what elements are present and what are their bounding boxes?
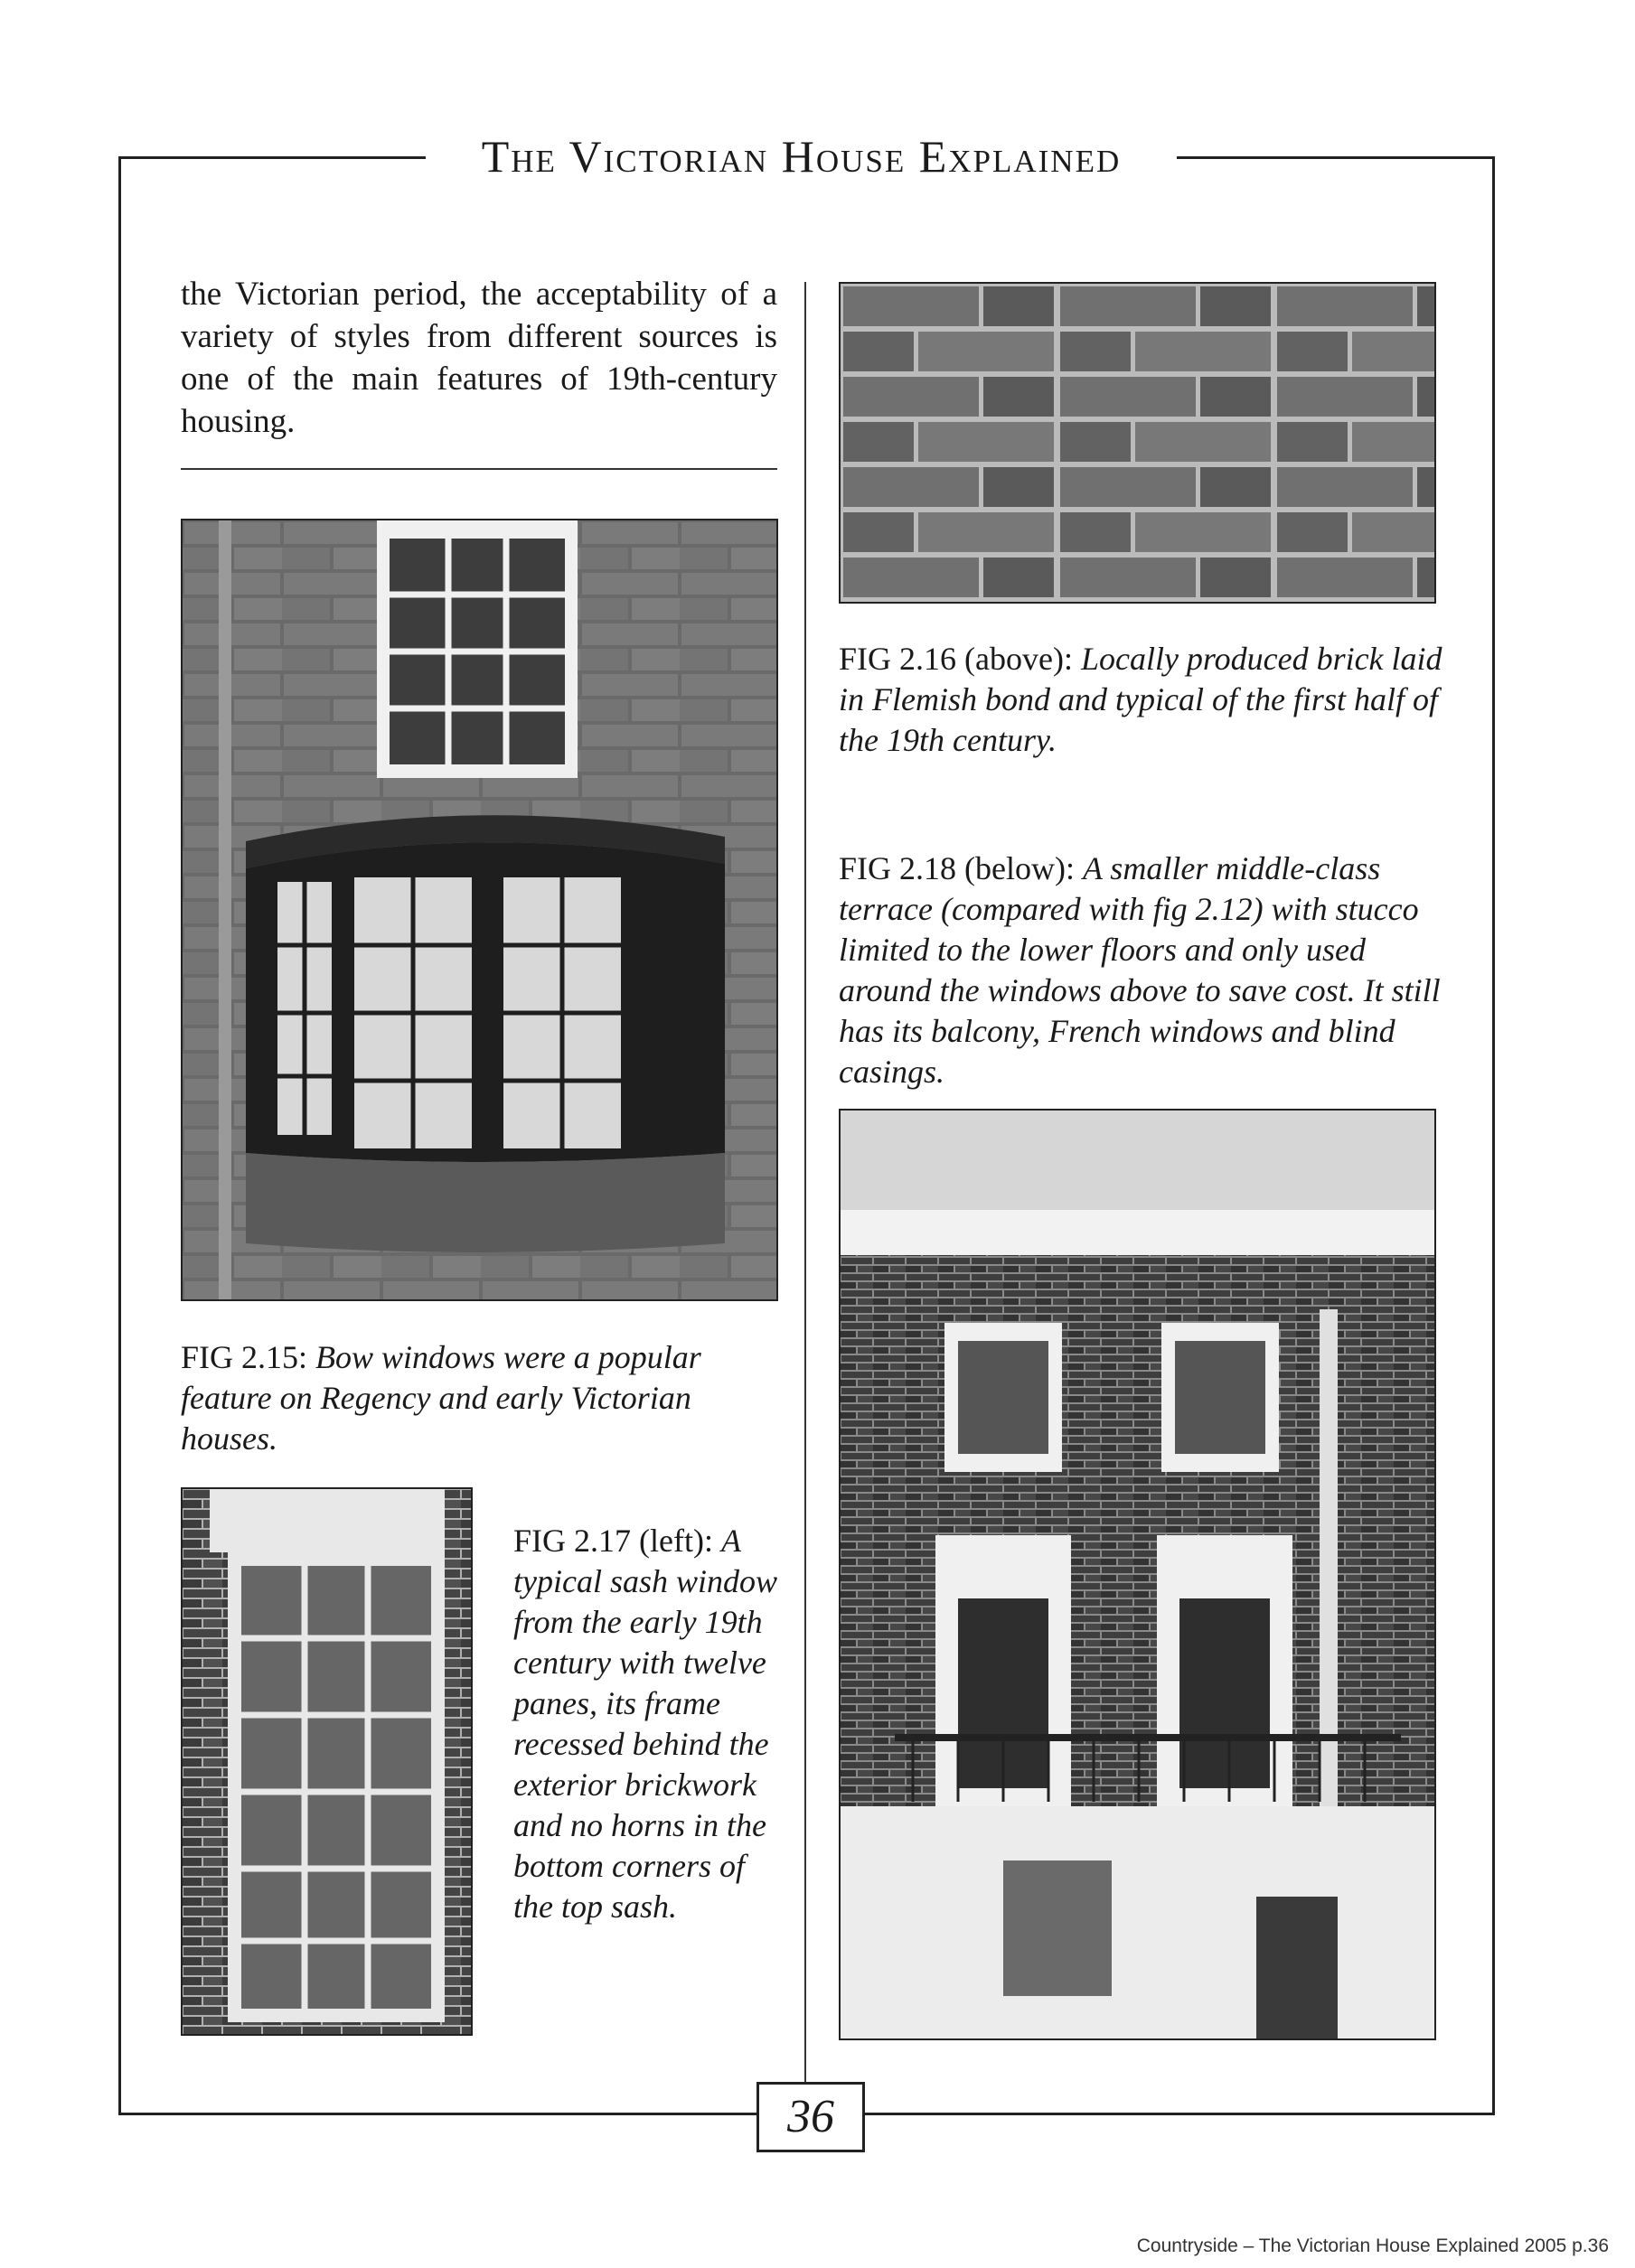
footer-credit: Countryside – The Victorian House Explained 2005 p.36 — [1136, 2235, 1609, 2256]
page-number: 36 — [756, 2082, 865, 2152]
fig-2-16-text: Locally produced brick laid in Flemish bond and typical of the first half of the 19th century. — [839, 641, 1442, 758]
fig-2-18-photo — [839, 1109, 1436, 2040]
sash-window-image — [183, 1489, 471, 2034]
intro-paragraph: the Victorian period, the acceptability of a variety of styles from different sources is one of the main features of 19th-century housing. — [181, 276, 777, 440]
fig-2-17-photo — [181, 1487, 473, 2036]
fig-2-17-text: A typical sash window from the early 19th century with twelve panes, its frame recessed behind the exterior brickwork and no horns in the bottom corners of the top sash. — [513, 1523, 778, 1925]
frame-left-rule — [118, 156, 121, 2115]
frame-right-rule — [1492, 156, 1495, 2115]
fig-2-15-caption — [181, 1337, 786, 1459]
running-title: The Victorian House Explained — [481, 131, 1122, 182]
frame-top-left-rule — [118, 156, 426, 159]
frame-bottom-left-rule — [118, 2113, 756, 2115]
fig-2-18-label: FIG 2.18 (below): — [839, 850, 1075, 886]
column-rule — [804, 282, 806, 2089]
fig-2-17-label: FIG 2.17 (left): — [513, 1523, 713, 1559]
frame-top-right-rule — [1177, 156, 1495, 159]
fig-2-15-photo — [181, 519, 778, 1301]
fig-2-16-caption — [839, 639, 1453, 761]
fig-2-15-label: FIG 2.15: — [181, 1339, 308, 1375]
fig-2-16-label: FIG 2.16 (above): — [839, 641, 1073, 677]
intro-divider — [181, 468, 777, 470]
fig-2-18-caption — [839, 848, 1453, 1092]
terrace-house-image — [841, 1111, 1434, 2038]
frame-bottom-right-rule — [863, 2113, 1495, 2115]
fig-2-18-text: A smaller middle-class terrace (compared with fig 2.12) with stucco limited to the lower floors and only used around the windows above to save cost. It still has its balcony, French windows and blind casings. — [839, 850, 1441, 1090]
flemish-bond-brick-image — [841, 284, 1434, 602]
fig-2-17-caption — [513, 1521, 785, 1927]
bow-window-image — [183, 520, 776, 1299]
fig-2-16-photo — [839, 282, 1436, 604]
fig-2-15-text: Bow windows were a popular feature on Regency and early Victorian houses. — [181, 1339, 701, 1457]
